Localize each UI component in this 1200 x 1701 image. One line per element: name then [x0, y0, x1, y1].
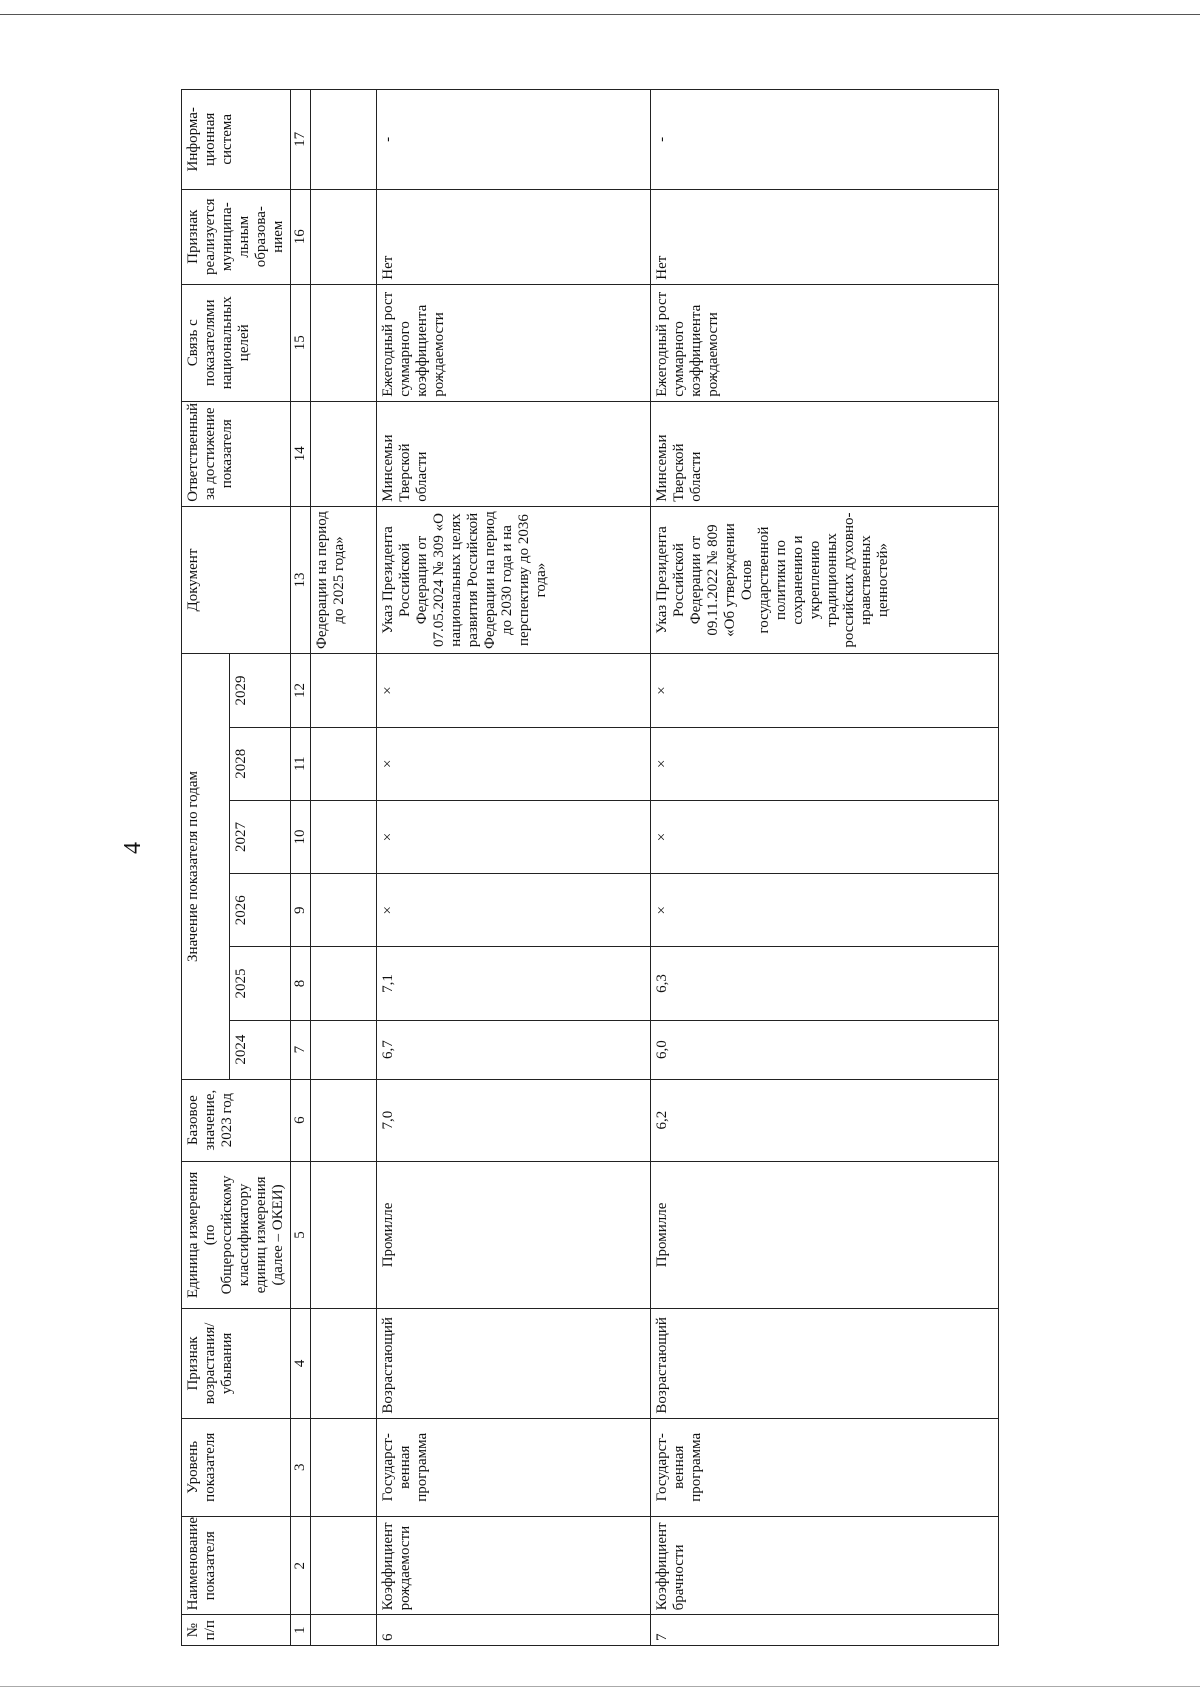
row-value-2026: × — [377, 874, 651, 947]
row-info-system: - — [377, 90, 651, 190]
header-year-2027: 2027 — [229, 800, 290, 873]
row-value-2025: 6,3 — [651, 947, 999, 1020]
header-municipal: Признак реализуется муниципа-льным образова-нием — [182, 189, 291, 284]
scan-bottom-border — [0, 1686, 1200, 1687]
continuation-document: Федерации на период до 2025 года» — [311, 506, 377, 654]
row-responsible: Минсемьи Тверской области — [651, 401, 999, 506]
row-value-2029: × — [651, 654, 999, 727]
column-number: 16 — [291, 189, 311, 284]
header-unit: Единица измерения (по Общероссийскому классификатору единиц измерения (далее – ОКЕИ) — [182, 1161, 291, 1309]
row-value-2028: × — [377, 727, 651, 800]
row-trend: Возрастающий — [377, 1309, 651, 1418]
column-number: 11 — [291, 727, 311, 800]
column-number-row — [291, 90, 311, 1646]
row-no: 6 — [377, 1615, 651, 1646]
row-value-2028: × — [651, 727, 999, 800]
row-responsible: Минсемьи Тверской области — [377, 401, 651, 506]
header-year-2024: 2024 — [229, 1020, 290, 1079]
header-year-2025: 2025 — [229, 947, 290, 1020]
row-name: Коэффициент рождаемости — [377, 1516, 651, 1614]
column-number: 12 — [291, 654, 311, 727]
indicators-table-wrapper — [181, 89, 989, 1646]
header-trend: Признак возрастания/ убывания — [182, 1309, 291, 1418]
row-unit: Промилле — [651, 1161, 999, 1309]
header-national-goals: Связь с показателями национальных целей — [182, 284, 291, 401]
row-value-2027: × — [377, 800, 651, 873]
row-base: 6,2 — [651, 1079, 999, 1161]
table-row — [377, 90, 651, 1646]
row-name: Коэффициент брачности — [651, 1516, 999, 1614]
row-no: 7 — [651, 1615, 999, 1646]
header-base: Базовое значение, 2023 год — [182, 1079, 291, 1161]
column-number: 8 — [291, 947, 311, 1020]
row-level: Государст-венная программа — [377, 1418, 651, 1516]
row-value-2025: 7,1 — [377, 947, 651, 1020]
row-info-system: - — [651, 90, 999, 190]
table-row — [651, 90, 999, 1646]
row-value-2024: 6,0 — [651, 1020, 999, 1079]
row-value-2029: × — [377, 654, 651, 727]
column-number: 2 — [291, 1516, 311, 1614]
row-municipal: Нет — [651, 189, 999, 284]
row-national-goals: Ежегодный рост суммарного коэффициента рождаемости — [377, 284, 651, 401]
column-number: 10 — [291, 800, 311, 873]
column-number: 1 — [291, 1615, 311, 1646]
column-number: 14 — [291, 401, 311, 506]
column-number: 17 — [291, 90, 311, 190]
row-municipal: Нет — [377, 189, 651, 284]
column-number: 6 — [291, 1079, 311, 1161]
row-unit: Промилле — [377, 1161, 651, 1309]
page-number: 4 — [120, 842, 146, 854]
column-number: 4 — [291, 1309, 311, 1418]
row-level: Государст-венная программа — [651, 1418, 999, 1516]
column-number: 15 — [291, 284, 311, 401]
row-trend: Возрастающий — [651, 1309, 999, 1418]
column-number: 5 — [291, 1161, 311, 1309]
row-document: Указ Президента Российской Федерации от 07.05.2024 № 309 «О национальных целях развития Российской Федерации на период до 2030 года и на перспективу до 2036 года» — [377, 506, 651, 654]
row-value-2024: 6,7 — [377, 1020, 651, 1079]
column-number: 7 — [291, 1020, 311, 1079]
column-number: 3 — [291, 1418, 311, 1516]
header-no: № п/п — [182, 1615, 291, 1646]
header-document: Документ — [182, 506, 291, 654]
header-name: Наименование показателя — [182, 1516, 291, 1614]
header-year-2029: 2029 — [229, 654, 290, 727]
continuation-row — [311, 90, 377, 1646]
header-year-2026: 2026 — [229, 874, 290, 947]
header-info-system: Информа-ционная система — [182, 90, 291, 190]
column-number: 9 — [291, 874, 311, 947]
header-year-2028: 2028 — [229, 727, 290, 800]
row-national-goals: Ежегодный рост суммарного коэффициента рождаемости — [651, 284, 999, 401]
row-value-2026: × — [651, 874, 999, 947]
row-document: Указ Президента Российской Федерации от 09.11.2022 № 809 «Об утверждении Основ государственной политики по сохранению и укреплению традиционных российских духовно-нравственных ценностей» — [651, 506, 999, 654]
row-base: 7,0 — [377, 1079, 651, 1161]
scan-top-border — [0, 14, 1200, 15]
indicators-table — [181, 89, 999, 1646]
header-responsible: Ответственный за достижение показателя — [182, 401, 291, 506]
header-level: Уровень показателя — [182, 1418, 291, 1516]
row-value-2027: × — [651, 800, 999, 873]
column-number: 13 — [291, 506, 311, 654]
header-values-by-year: Значение показателя по годам — [182, 654, 230, 1079]
